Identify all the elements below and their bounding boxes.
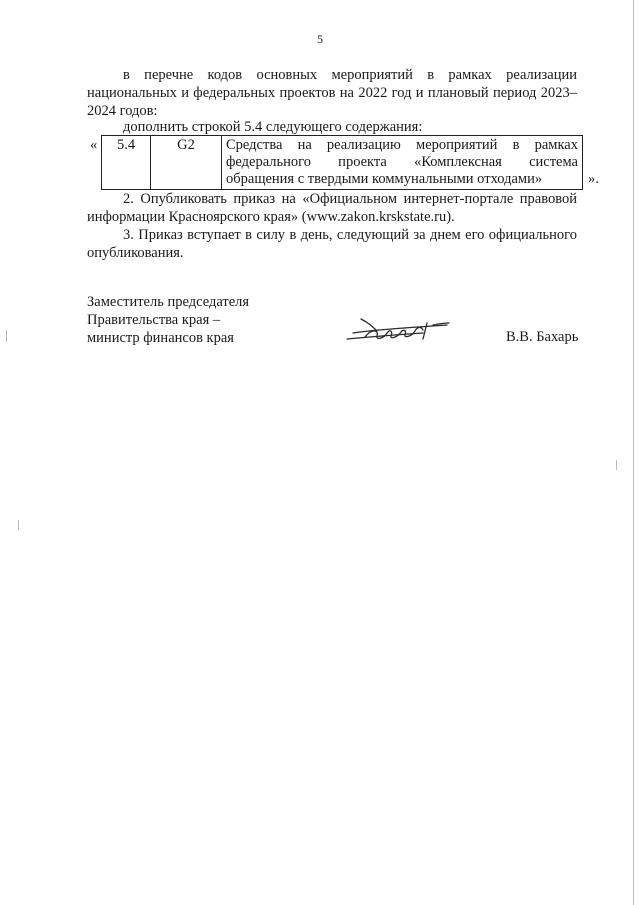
signatory-line: министр финансов края [87,330,234,346]
row-description-cell [222,136,583,190]
row-code-cell: G2 [151,136,222,190]
item-2-paragraph: 2. Опубликовать приказ на «Официальном интернет-портале правовой информации Красноярского края» (www.zakon.krskstate.ru). [87,191,577,225]
page-number: 5 [317,32,323,46]
row-number-cell: 5.4 [102,136,151,190]
opening-quote: « [90,137,98,153]
signatory-name: В.В. Бахарь [506,329,579,345]
insert-instruction: дополнить строкой 5.4 следующего содержания: [123,119,423,135]
handwritten-signature [343,313,453,349]
description-line: федерального проекта «Комплексная система [226,154,578,170]
description-line: Средства на реализацию мероприятий в рамках [226,137,578,153]
scan-edge-line [633,0,634,905]
signatory-line: Заместитель председателя [87,294,250,310]
description-line: обращения с твердыми коммунальными отходами» [226,171,543,187]
signatory-title [87,293,249,347]
table-row [102,136,583,190]
closing-quote: ». [588,171,599,187]
intro-paragraph: в перечне кодов основных мероприятий в рамках реализации национальных и федеральных проектов на 2022 год и плановый период 2023–2024 годов: [87,67,577,119]
signatory-line: Правительства края – [87,312,221,328]
scan-speck [616,460,617,470]
scan-speck [18,520,19,530]
scan-speck [6,330,7,342]
code-table [101,135,583,190]
item-3-paragraph: 3. Приказ вступает в силу в день, следующий за днем его официального опубликования. [87,227,577,261]
